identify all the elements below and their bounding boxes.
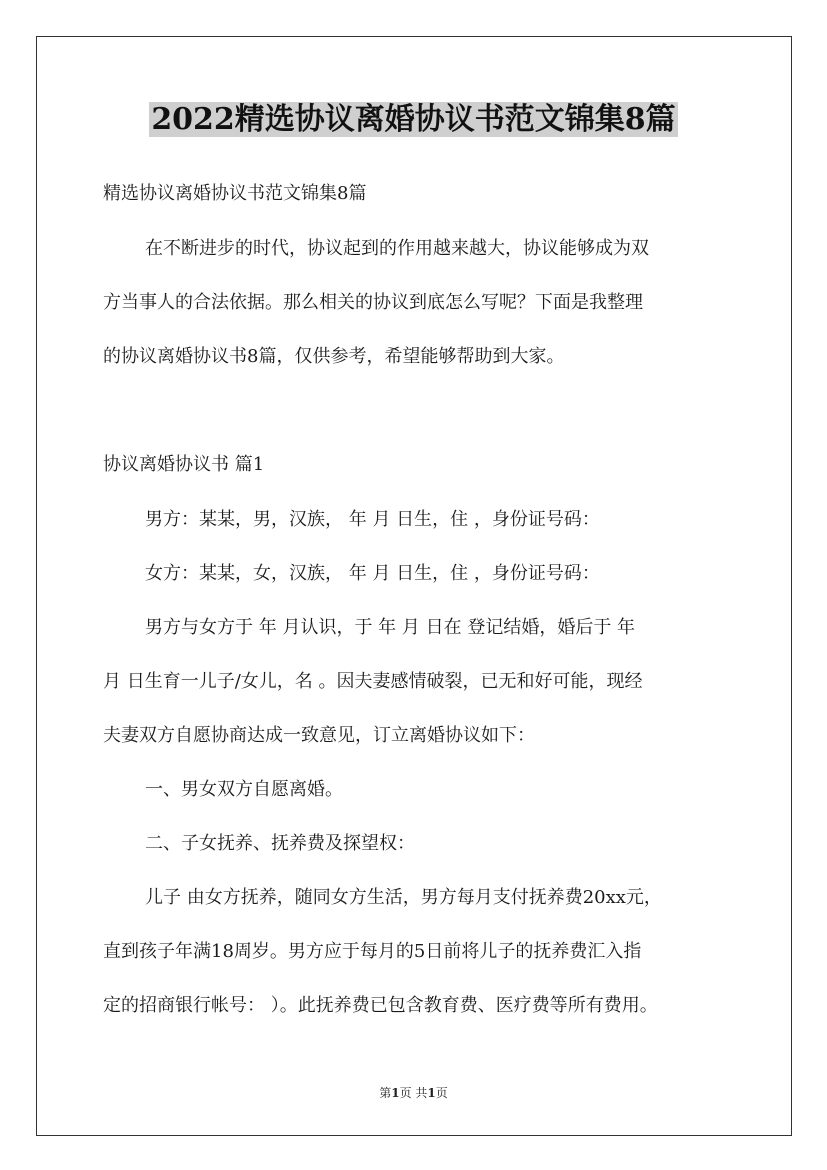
intro-line-2: 方当事人的合法依据。那么相关的协议到底怎么写呢？下面是我整理 [103,292,643,313]
body-line-1: 男方：某某，男，汉族， 年 月 日生，住 ，身份证号码： [145,509,600,530]
body-line-4: 月 日生育一儿子/女儿，名 。因夫妻感情破裂，已无和好可能，现经 [103,671,643,692]
body-line-10: 定的招商银行帐号： ）。此抚养费已包含教育费、医疗费等所有费用。 [103,995,658,1016]
body-line-5: 夫妻双方自愿协商达成一致意见，订立离婚协议如下： [103,725,535,746]
document-subtitle: 精选协议离婚协议书范文锦集8篇 [103,183,367,204]
page-current: 1 [391,1086,400,1100]
page-mid: 页 共 [399,1086,428,1100]
intro-line-1: 在不断进步的时代，协议起到的作用越来越大，协议能够成为双 [145,238,649,259]
body-line-9: 直到孩子年满18周岁。男方应于每月的5日前将儿子的抚养费汇入指 [103,941,642,962]
document-title: 2022精选协议离婚协议书范文锦集8篇 [151,102,676,137]
body-line-3: 男方与女方于 年 月认识，于 年 月 日在 登记结婚，婚后于 年 [145,617,636,638]
body-line-7: 二、子女抚养、抚养费及探望权： [145,833,415,854]
page-total: 1 [427,1086,436,1100]
page-prefix: 第 [379,1086,392,1100]
page-suffix: 页 [435,1086,448,1100]
body-line-6: 一、男女双方自愿离婚。 [145,779,343,800]
body-line-2: 女方：某某，女，汉族， 年 月 日生，住 ，身份证号码： [145,563,600,584]
body-line-8: 儿子 由女方抚养，随同女方生活，男方每月支付抚养费20xx元， [145,887,662,908]
intro-line-3: 的协议离婚协议书8篇，仅供参考，希望能够帮助到大家。 [103,346,565,367]
section-heading: 协议离婚协议书 篇1 [103,454,265,475]
page-footer [0,1085,827,1101]
